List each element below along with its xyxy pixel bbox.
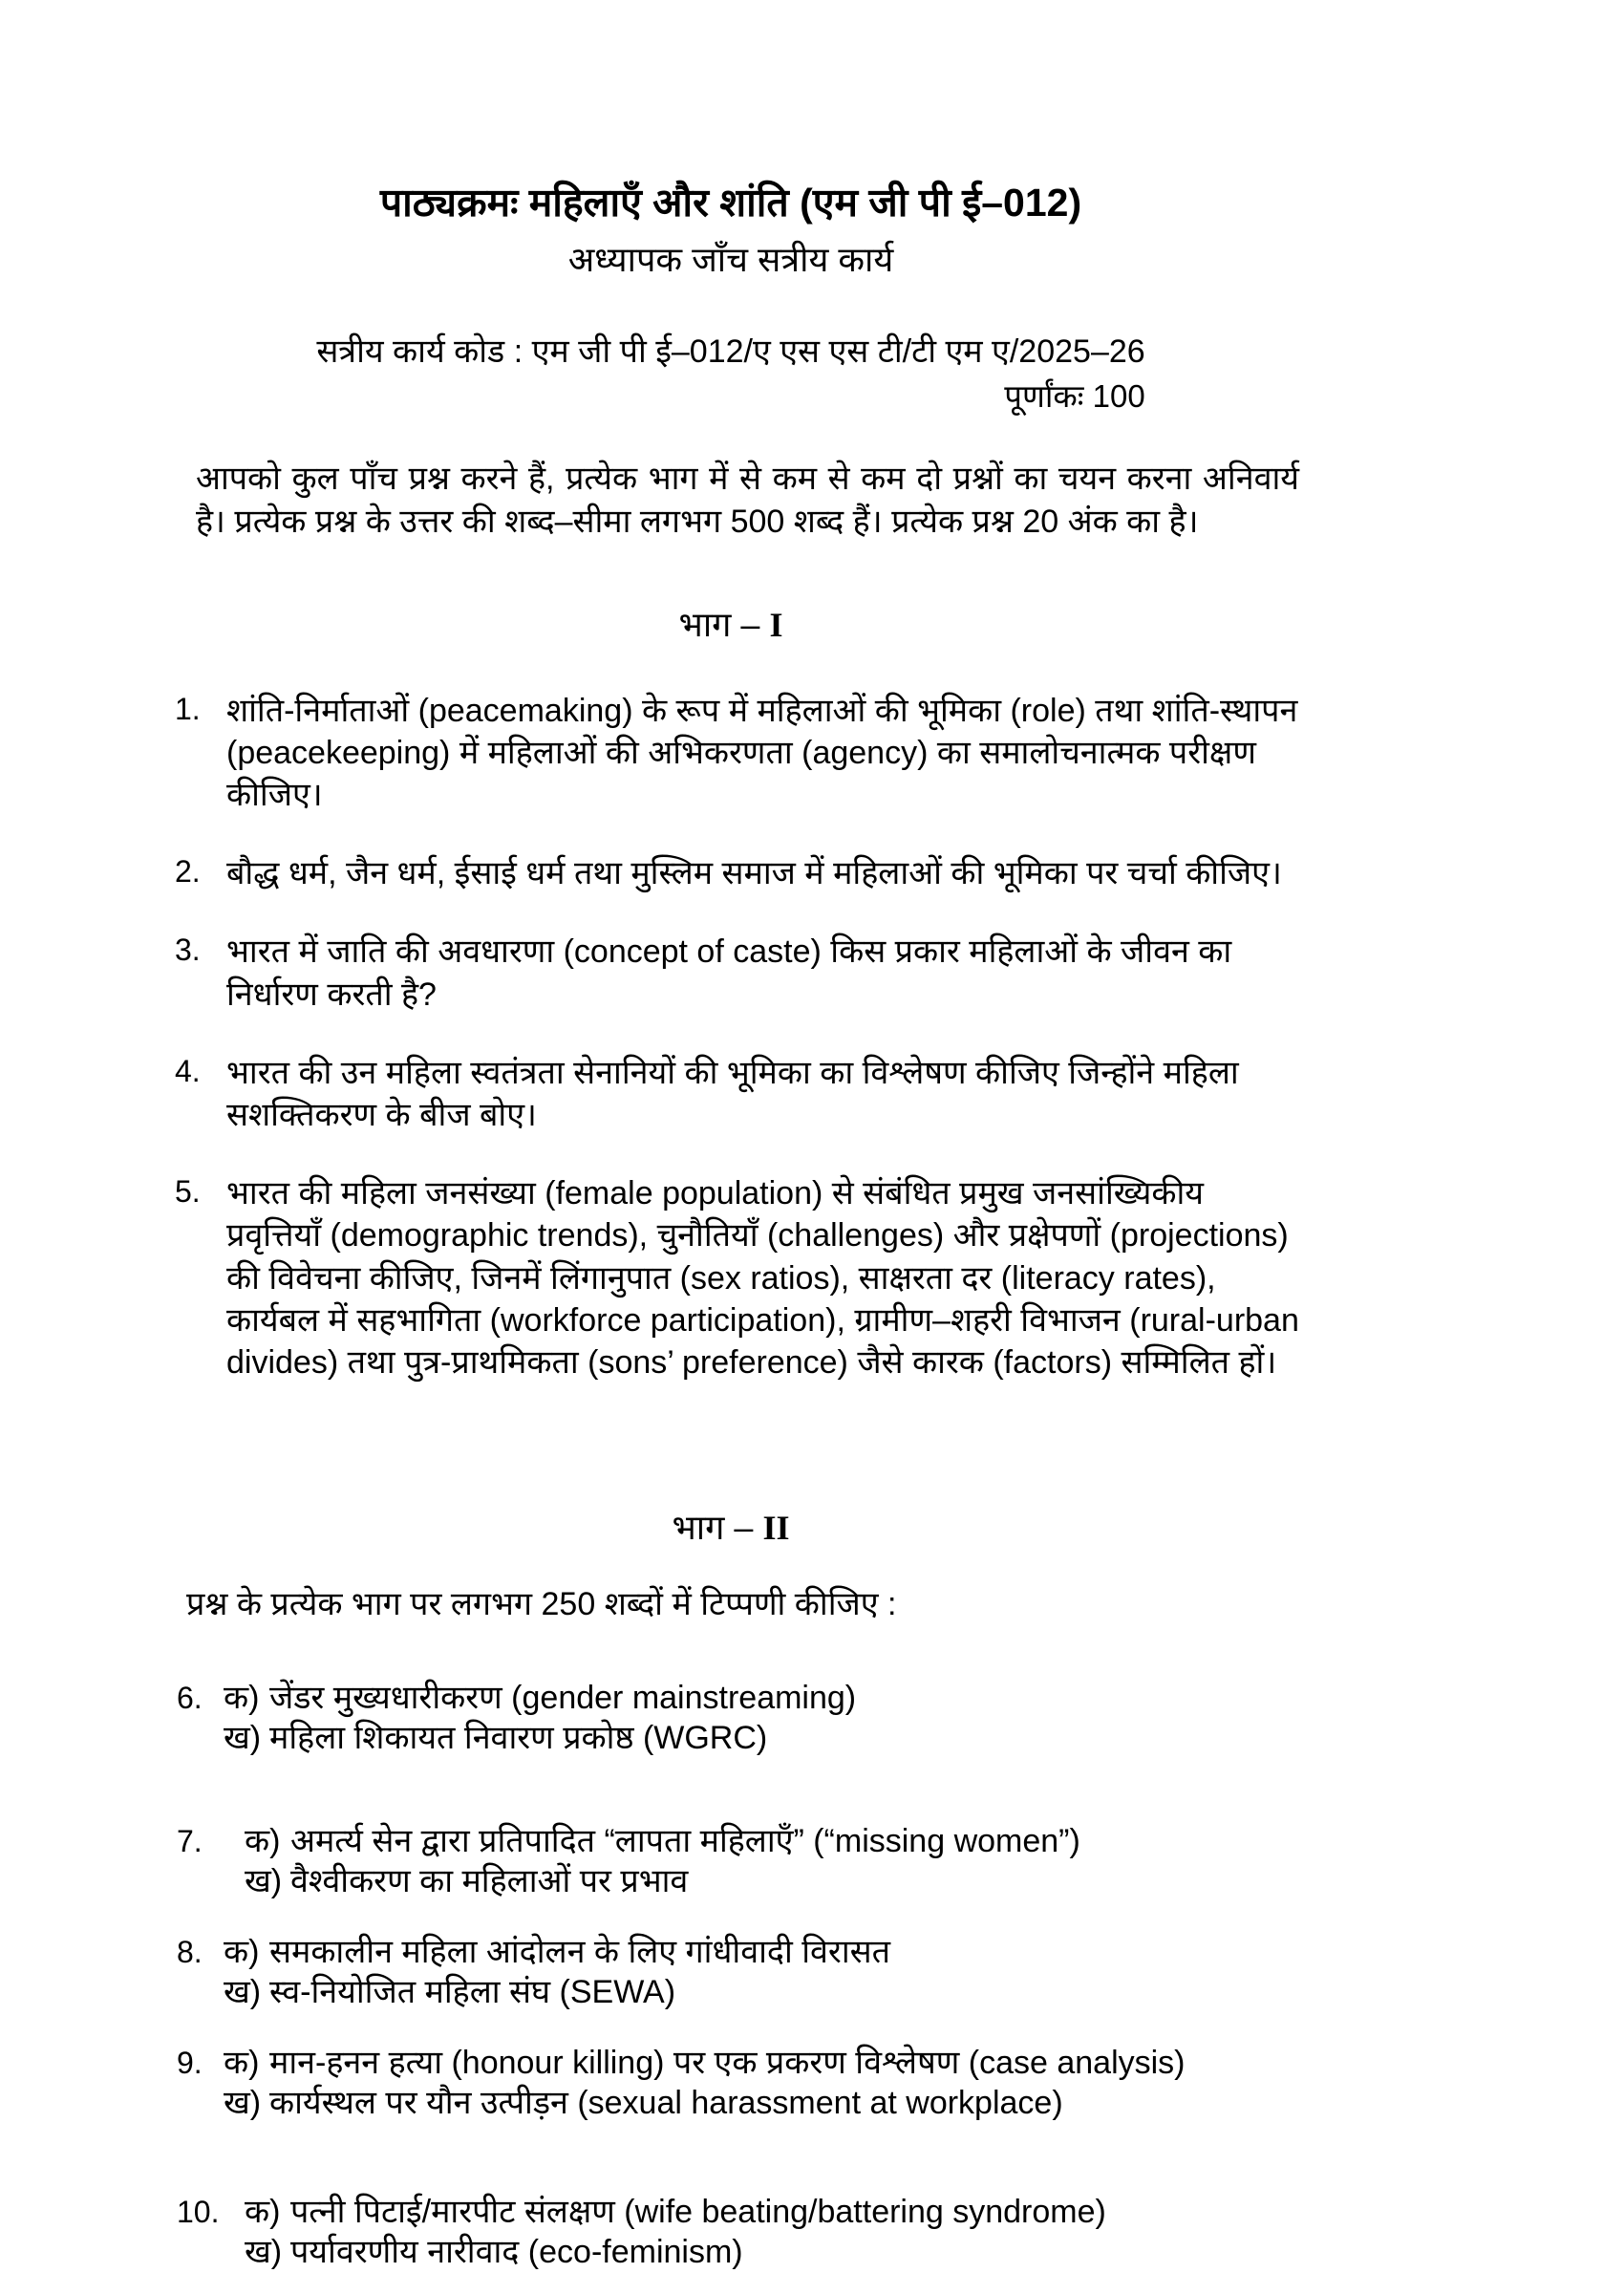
- part2-intro: प्रश्न के प्रत्येक भाग पर लगभग 250 शब्दों में टिप्पणी कीजिए :: [186, 1585, 897, 1622]
- subpart-label: क): [245, 1823, 281, 1860]
- subpart-b: [224, 1862, 1299, 1900]
- part1-question-list: [162, 690, 1299, 1383]
- question-10: [162, 2193, 1299, 2273]
- part2-question-list: [162, 1679, 1299, 2273]
- subpart-label: ख): [224, 1974, 262, 2011]
- question-number: 1.: [175, 691, 201, 726]
- subpart-label: ख): [224, 2085, 262, 2122]
- question-6: [162, 1679, 1299, 1759]
- question-9: [162, 2044, 1299, 2124]
- subpart-label: ख): [245, 2234, 283, 2271]
- subpart-text: पर्यावरणीय नारीवाद (eco-feminism): [290, 2234, 743, 2271]
- question-number: 7.: [177, 1824, 203, 1859]
- subpart-label: क): [245, 2194, 281, 2231]
- question-subparts: [224, 1679, 1299, 1759]
- part1-heading-numeral: I: [769, 605, 783, 644]
- question-text: शांति-निर्माताओं (peacemaking) के रूप में महिलाओं की भूमिका (role) तथा शांति-स्थापन (peacekeeping) में महिलाओं की अभिकरणता (agency) का समालोचनात्मक परीक्षण कीजिए।: [226, 692, 1298, 814]
- question-text: भारत में जाति की अवधारणा (concept of caste) किस प्रकार महिलाओं के जीवन का निर्धारण करती है?: [226, 933, 1232, 1013]
- subpart-label: क): [224, 2045, 260, 2082]
- subpart-a: [224, 2044, 1299, 2082]
- subpart-label: क): [224, 1934, 260, 1971]
- subpart-text: मान-हनन हत्या (honour killing) पर एक प्रकरण विश्लेषण (case analysis): [269, 2045, 1186, 2082]
- question-number: 2.: [175, 854, 201, 890]
- subpart-label: ख): [245, 1863, 283, 1900]
- subpart-b: [224, 1719, 1299, 1757]
- part2-heading-numeral: II: [762, 1509, 790, 1548]
- question-number: 9.: [177, 2046, 203, 2081]
- subpart-label: ख): [224, 1720, 262, 1757]
- general-instructions: आपको कुल पाँच प्रश्न करने हैं, प्रत्येक भाग में से कम से कम दो प्रश्नों का चयन करना अनिवार्य है। प्रत्येक प्रश्न के उत्तर की शब्द–सीमा लगभग 500 शब्द हैं। प्रत्येक प्रश्न 20 अंक का है।: [196, 461, 1299, 541]
- header: [162, 178, 1299, 418]
- subpart-text: अमर्त्य सेन द्वारा प्रतिपादित “लापता महिलाएँ” (“missing women”): [290, 1823, 1080, 1860]
- question-number: 10.: [177, 2195, 220, 2230]
- subpart-a: [224, 2193, 1299, 2231]
- part1-heading-text: भाग –: [678, 604, 760, 644]
- question-text: बौद्ध धर्म, जैन धर्म, ईसाई धर्म तथा मुस्लिम समाज में महिलाओं की भूमिका पर चर्चा कीजिए।: [226, 855, 1282, 892]
- question-subparts: [224, 1933, 1299, 2013]
- subpart-b: [224, 2084, 1299, 2122]
- question-subparts: [224, 2193, 1299, 2273]
- question-4: [162, 1052, 1299, 1136]
- course-title: पाठ्यक्रमः महिलाएँ और शांति (एम जी पी ई–012): [379, 181, 1082, 225]
- subpart-text: स्व-नियोजित महिला संघ (SEWA): [269, 1974, 676, 2011]
- question-3: [162, 931, 1299, 1015]
- question-5: [162, 1172, 1299, 1383]
- question-text: भारत की महिला जनसंख्या (female population) से संबंधित प्रमुख जनसांख्यिकीय प्रवृत्तियाँ (demographic trends), चुनौतियाँ (challenges) और प्रक्षेपणों (projections) की विवेचना कीजिए, जिनमें लिंगानुपात (sex ratios), साक्षरता दर (literacy rates), कार्यबल में सहभागिता (workforce participation), ग्रामीण–शहरी विभाजन (rural-urban divides) तथा पुत्र-प्राथमिकता (sons’ preference) जैसे कारक (factors) सम्मिलित हों।: [226, 1175, 1299, 1381]
- part2-heading-text: भाग –: [672, 1508, 754, 1548]
- question-number: 4.: [175, 1053, 201, 1088]
- part2-heading: [162, 1506, 1299, 1551]
- question-number: 3.: [175, 933, 201, 968]
- subpart-b: [224, 1973, 1299, 2011]
- question-number: 6.: [177, 1681, 203, 1716]
- assignment-code: सत्रीय कार्य कोड : एम जी पी ई–012/ए एस एस टी/टी एम ए/2025–26: [316, 333, 1145, 371]
- max-marks: पूर्णांकः 100: [1004, 378, 1145, 415]
- subpart-text: पत्नी पिटाई/मारपीट संलक्षण (wife beating/battering syndrome): [290, 2194, 1106, 2231]
- question-text: भारत की उन महिला स्वतंत्रता सेनानियों की भूमिका का विश्लेषण कीजिए जिन्होंने महिला सशक्तिकरण के बीज बोए।: [226, 1054, 1239, 1134]
- question-7: [162, 1822, 1299, 1902]
- question-number: 5.: [175, 1174, 201, 1210]
- subpart-b: [224, 2233, 1299, 2271]
- subpart-label: क): [224, 1680, 260, 1717]
- part1-heading: [162, 603, 1299, 648]
- assignment-subtitle: अध्यापक जाँच सत्रीय कार्य: [567, 240, 894, 280]
- subpart-text: महिला शिकायत निवारण प्रकोष्ठ (WGRC): [269, 1720, 768, 1757]
- question-subparts: [224, 2044, 1299, 2124]
- question-8: [162, 1933, 1299, 2013]
- question-2: [162, 852, 1299, 894]
- subpart-a: [224, 1679, 1299, 1717]
- subpart-a: [224, 1933, 1299, 1971]
- question-1: [162, 690, 1299, 817]
- subpart-text: जेंडर मुख्यधारीकरण (gender mainstreaming): [269, 1680, 857, 1717]
- assignment-code-block: [316, 331, 1144, 418]
- subpart-text: कार्यस्थल पर यौन उत्पीड़न (sexual harassment at workplace): [269, 2085, 1063, 2122]
- subpart-text: वैश्वीकरण का महिलाओं पर प्रभाव: [290, 1863, 689, 1900]
- subpart-a: [224, 1822, 1299, 1860]
- question-number: 8.: [177, 1935, 203, 1970]
- question-subparts: [224, 1822, 1299, 1902]
- subpart-text: समकालीन महिला आंदोलन के लिए गांधीवादी विरासत: [269, 1934, 891, 1971]
